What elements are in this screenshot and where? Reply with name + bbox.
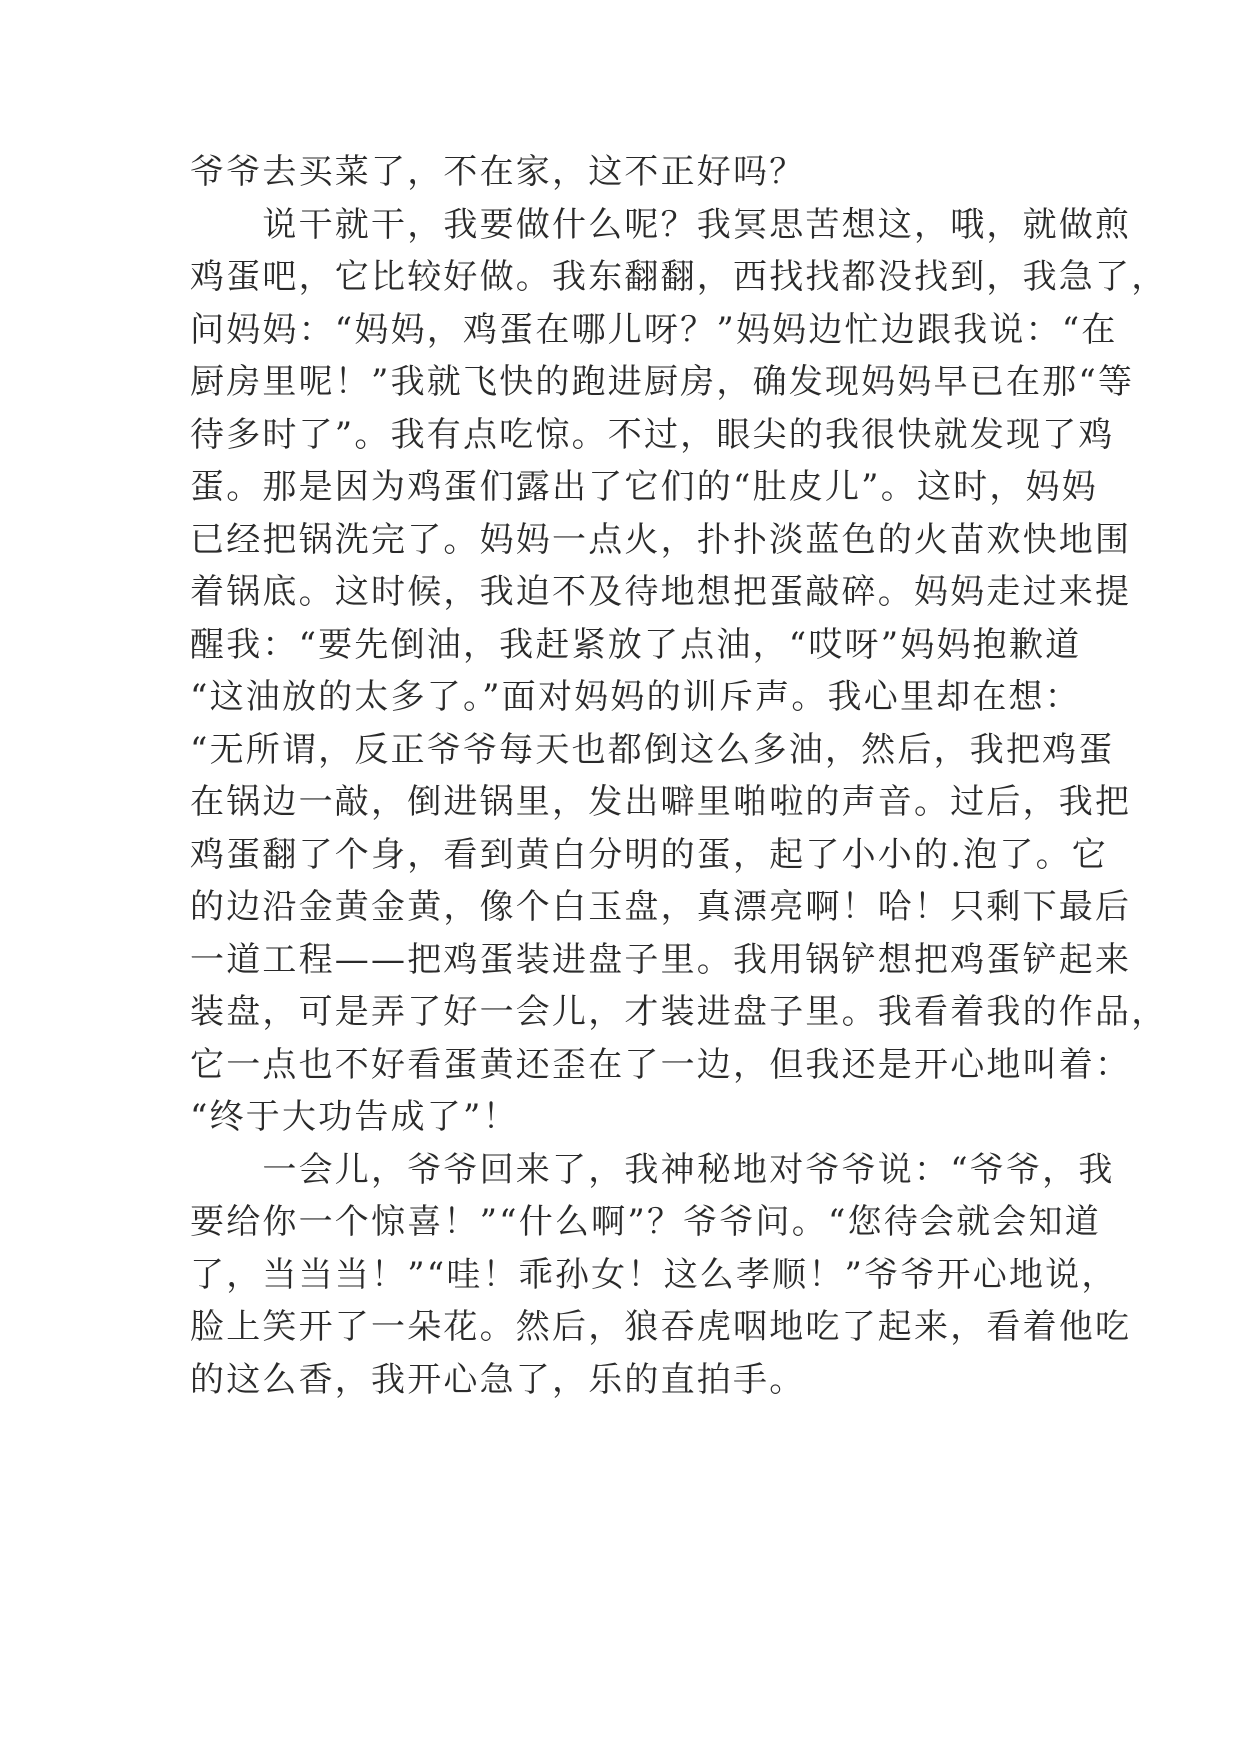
text-line: “终于大功告成了”！ bbox=[190, 1097, 519, 1137]
text-line: 的这么香，我开心急了，乐的直拍手。 bbox=[190, 1359, 806, 1400]
text-line: 问妈妈：“妈妈，鸡蛋在哪儿呀？”妈妈边忙边跟我说：“在 bbox=[190, 309, 1118, 350]
text-line: 厨房里呢！”我就飞快的跑进厨房，确发现妈妈早已在那“等 bbox=[190, 362, 1135, 402]
text-line: 它一点也不好看蛋黄还歪在了一边，但我还是开心地叫着： bbox=[190, 1044, 1132, 1085]
text-line: “这油放的太多了。”面对妈妈的训斥声。我心里却在想： bbox=[190, 677, 1081, 717]
text-line: 了，当当当！”“哇！乖孙女！这么孝顺！”爷爷开心地说， bbox=[190, 1254, 1118, 1295]
text-line: 要给你一个惊喜！”“什么啊”？爷爷问。“您待会就会知道 bbox=[190, 1202, 1101, 1242]
text-line: 脸上笑开了一朵花。然后，狼吞虎咽地吃了起来，看着他吃 bbox=[190, 1307, 1132, 1347]
text-line: 着锅底。这时候，我迫不及待地想把蛋敲碎。妈妈走过来提 bbox=[190, 572, 1132, 612]
text-line: 一道工程——把鸡蛋装进盘子里。我用锅铲想把鸡蛋铲起来 bbox=[190, 939, 1132, 980]
text-line: 蛋。那是因为鸡蛋们露出了它们的“肚皮儿”。这时，妈妈 bbox=[190, 467, 1098, 507]
text-line: 一会儿，爷爷回来了，我神秘地对爷爷说：“爷爷，我 bbox=[190, 1149, 1115, 1190]
text-line: 说干就干，我要做什么呢？我冥思苦想这，哦，就做煎 bbox=[190, 204, 1132, 245]
text-line: 装盘，可是弄了好一会儿，才装进盘子里。我看着我的作品， bbox=[190, 992, 1168, 1032]
text-line: 鸡蛋吧，它比较好做。我东翻翻，西找找都没找到，我急了， bbox=[190, 257, 1168, 297]
text-line: 爷爷去买菜了，不在家，这不正好吗？ bbox=[190, 152, 806, 192]
text-line: “无所谓，反正爷爷每天也都倒这么多油，然后，我把鸡蛋 bbox=[190, 729, 1115, 770]
document-body bbox=[190, 146, 1168, 1406]
text-line: 在锅边一敲，倒进锅里，发出噼里啪啦的声音。过后，我把 bbox=[190, 782, 1132, 822]
text-line: 的边沿金黄金黄，像个白玉盘，真漂亮啊！哈！只剩下最后 bbox=[190, 887, 1132, 927]
text-line: 醒我：“要先倒油，我赶紧放了点油，“哎呀”妈妈抱歉道 bbox=[190, 624, 1082, 665]
text-line: 已经把锅洗完了。妈妈一点火，扑扑淡蓝色的火苗欢快地围 bbox=[190, 519, 1132, 560]
text-line: 鸡蛋翻了个身，看到黄白分明的蛋，起了小小的.泡了。它 bbox=[190, 834, 1109, 875]
text-line: 待多时了”。我有点吃惊。不过，眼尖的我很快就发现了鸡 bbox=[190, 414, 1115, 455]
